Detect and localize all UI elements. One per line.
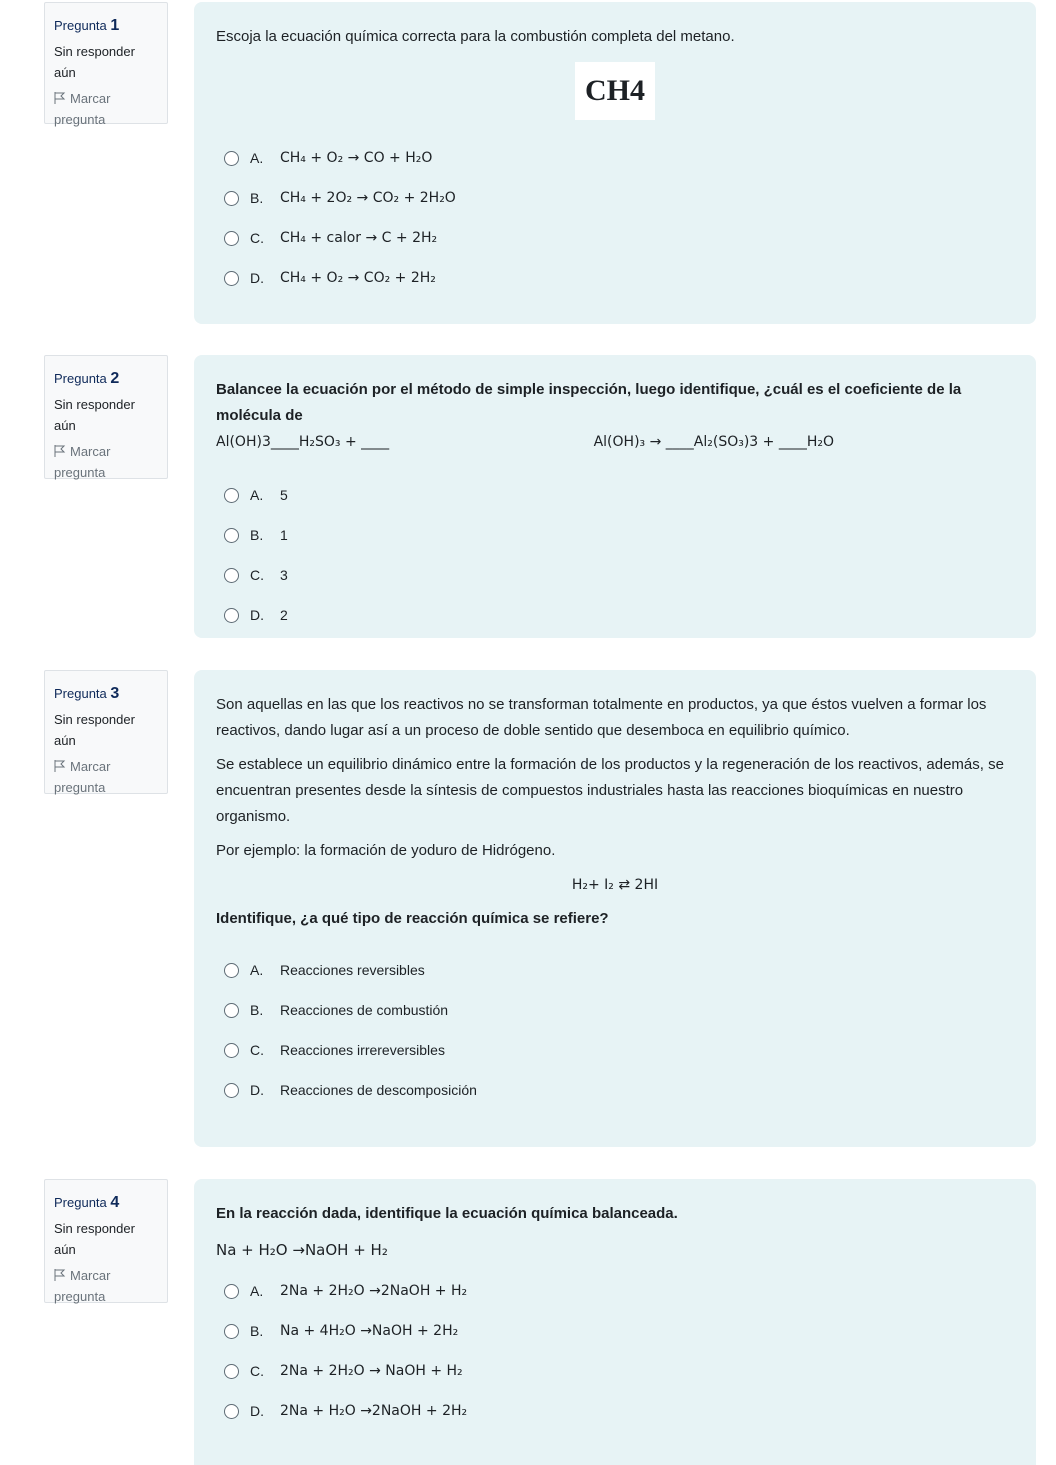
question-prompt: Balancee la ecuación por el método de simple inspección, luego identifique, ¿cuál es el coeficiente de la molécula de — [216, 381, 962, 424]
radio-button[interactable] — [224, 488, 239, 503]
paragraph: Por ejemplo: la formación de yoduro de Hidrógeno. — [216, 842, 556, 859]
radio-button[interactable] — [224, 1324, 239, 1339]
question-state: Sin responder aún — [54, 712, 135, 748]
radio-button[interactable] — [224, 151, 239, 166]
question-text — [216, 24, 1014, 120]
question-prompt: Escoja la ecuación química correcta para la combustión completa del metano. — [216, 28, 735, 45]
option-text: 2Na + H₂O →2NaOH + 2H₂ — [280, 1403, 468, 1419]
answer-option[interactable] — [216, 138, 1014, 178]
answer-option[interactable] — [216, 178, 1014, 218]
answer-option[interactable] — [216, 1030, 1014, 1070]
answer-options — [216, 1271, 1014, 1431]
option-letter: C. — [250, 1042, 264, 1058]
radio-button[interactable] — [224, 1083, 239, 1098]
answer-option[interactable] — [216, 1271, 1014, 1311]
radio-button[interactable] — [224, 568, 239, 583]
radio-button[interactable] — [224, 271, 239, 286]
answer-option[interactable] — [216, 990, 1014, 1030]
question-prompt: En la reacción dada, identifique la ecuación química balanceada. — [216, 1205, 678, 1222]
radio-button[interactable] — [224, 1284, 239, 1299]
equation-left: Al(OH)3____H₂SO₃ + ____ — [216, 434, 390, 450]
paragraph: Son aquellas en las que los reactivos no se transforman totalmente en productos, ya que éstos vuelven a formar los reactivos, dando lugar así a un proceso de doble sentido que desemboca en equilibrio químico. — [216, 696, 987, 739]
flag-icon — [54, 92, 66, 104]
question-state: Sin responder aún — [54, 397, 135, 433]
option-text: CH₄ + calor → C + 2H₂ — [280, 230, 438, 246]
question-info — [44, 2, 168, 127]
option-text: 2 — [280, 607, 288, 623]
option-letter: D. — [250, 1403, 264, 1419]
option-letter: D. — [250, 1082, 264, 1098]
radio-button[interactable] — [224, 1003, 239, 1018]
answer-option[interactable] — [216, 1351, 1014, 1391]
question-content — [194, 670, 1036, 1147]
answer-option[interactable] — [216, 515, 1014, 555]
option-letter: A. — [250, 487, 264, 503]
option-text: CH₄ + O₂ → CO + H₂O — [280, 150, 433, 166]
option-letter: C. — [250, 230, 264, 246]
radio-button[interactable] — [224, 1364, 239, 1379]
radio-button[interactable] — [224, 1404, 239, 1419]
flag-question-link[interactable]: Marcar pregunta — [54, 91, 111, 127]
answer-options — [216, 950, 1014, 1110]
option-letter: D. — [250, 270, 264, 286]
answer-option[interactable] — [216, 555, 1014, 595]
answer-option[interactable] — [216, 595, 1014, 635]
option-letter: C. — [250, 567, 264, 583]
question-info — [44, 670, 168, 794]
option-text: Reacciones de descomposición — [280, 1082, 477, 1098]
option-letter: A. — [250, 1283, 264, 1299]
equation-line — [216, 429, 1014, 455]
flag-question-link[interactable]: Marcar pregunta — [54, 759, 111, 795]
option-letter: C. — [250, 1363, 264, 1379]
option-letter: B. — [250, 527, 264, 543]
reaction-equation: Na + H₂O →NaOH + H₂ — [216, 1241, 388, 1259]
option-text: 3 — [280, 567, 288, 583]
answer-option[interactable] — [216, 1391, 1014, 1431]
answer-option[interactable] — [216, 218, 1014, 258]
answer-option[interactable] — [216, 258, 1014, 298]
option-text: Na + 4H₂O →NaOH + 2H₂ — [280, 1323, 459, 1339]
answer-option[interactable] — [216, 1070, 1014, 1110]
question-text — [216, 1201, 1014, 1263]
answer-options — [216, 138, 1014, 298]
question-number: Pregunta 3 — [54, 685, 120, 702]
option-letter: A. — [250, 962, 264, 978]
option-text: 1 — [280, 527, 288, 543]
question-content — [194, 2, 1036, 324]
option-text: Reacciones reversibles — [280, 962, 425, 978]
answer-option[interactable] — [216, 1311, 1014, 1351]
answer-option[interactable] — [216, 950, 1014, 990]
option-letter: B. — [250, 190, 264, 206]
equilibrium-equation: H₂+ I₂ ⇄ 2HI — [571, 877, 659, 893]
flag-icon — [54, 1269, 66, 1281]
flag-icon — [54, 445, 66, 457]
option-text: 2Na + 2H₂O →2NaOH + H₂ — [280, 1283, 468, 1299]
option-text: 5 — [280, 487, 288, 503]
flag-question-link[interactable]: Marcar pregunta — [54, 444, 111, 480]
flag-question-link[interactable]: Marcar pregunta — [54, 1268, 111, 1304]
question-info — [44, 355, 168, 479]
option-text: Reacciones irrereversibles — [280, 1042, 445, 1058]
option-letter: D. — [250, 607, 264, 623]
question-state: Sin responder aún — [54, 1221, 135, 1257]
option-text: CH₄ + O₂ → CO₂ + 2H₂ — [280, 270, 436, 286]
radio-button[interactable] — [224, 191, 239, 206]
methane-image: CH4 — [575, 62, 655, 120]
option-letter: B. — [250, 1323, 264, 1339]
radio-button[interactable] — [224, 528, 239, 543]
radio-button[interactable] — [224, 1043, 239, 1058]
question-text — [216, 692, 1014, 932]
flag-icon — [54, 760, 66, 772]
question-info — [44, 1179, 168, 1303]
option-text: Reacciones de combustión — [280, 1002, 449, 1018]
question-number: Pregunta 1 — [54, 17, 120, 34]
radio-button[interactable] — [224, 608, 239, 623]
question-prompt: Identifique, ¿a qué tipo de reacción química se refiere? — [216, 910, 609, 927]
option-text: CH₄ + 2O₂ → CO₂ + 2H₂O — [280, 190, 456, 206]
radio-button[interactable] — [224, 963, 239, 978]
paragraph: Se establece un equilibrio dinámico entre la formación de los productos y la regeneración de los reactivos, además, se encuentran presentes desde la síntesis de compuestos industriales hasta las reacciones bioquímicas en nuestro organismo. — [216, 756, 1004, 825]
answer-options — [216, 475, 1014, 635]
answer-option[interactable] — [216, 475, 1014, 515]
question-content — [194, 355, 1036, 638]
option-letter: A. — [250, 150, 264, 166]
question-content — [194, 1179, 1036, 1465]
question-text — [216, 377, 1014, 455]
option-text: 2Na + 2H₂O → NaOH + H₂ — [280, 1363, 463, 1379]
option-letter: B. — [250, 1002, 264, 1018]
radio-button[interactable] — [224, 231, 239, 246]
question-state: Sin responder aún — [54, 44, 135, 80]
question-number: Pregunta 2 — [54, 370, 120, 387]
equation-right: Al(OH)₃ → ____Al₂(SO₃)3 + ____H₂O — [593, 434, 834, 450]
question-number: Pregunta 4 — [54, 1194, 120, 1211]
